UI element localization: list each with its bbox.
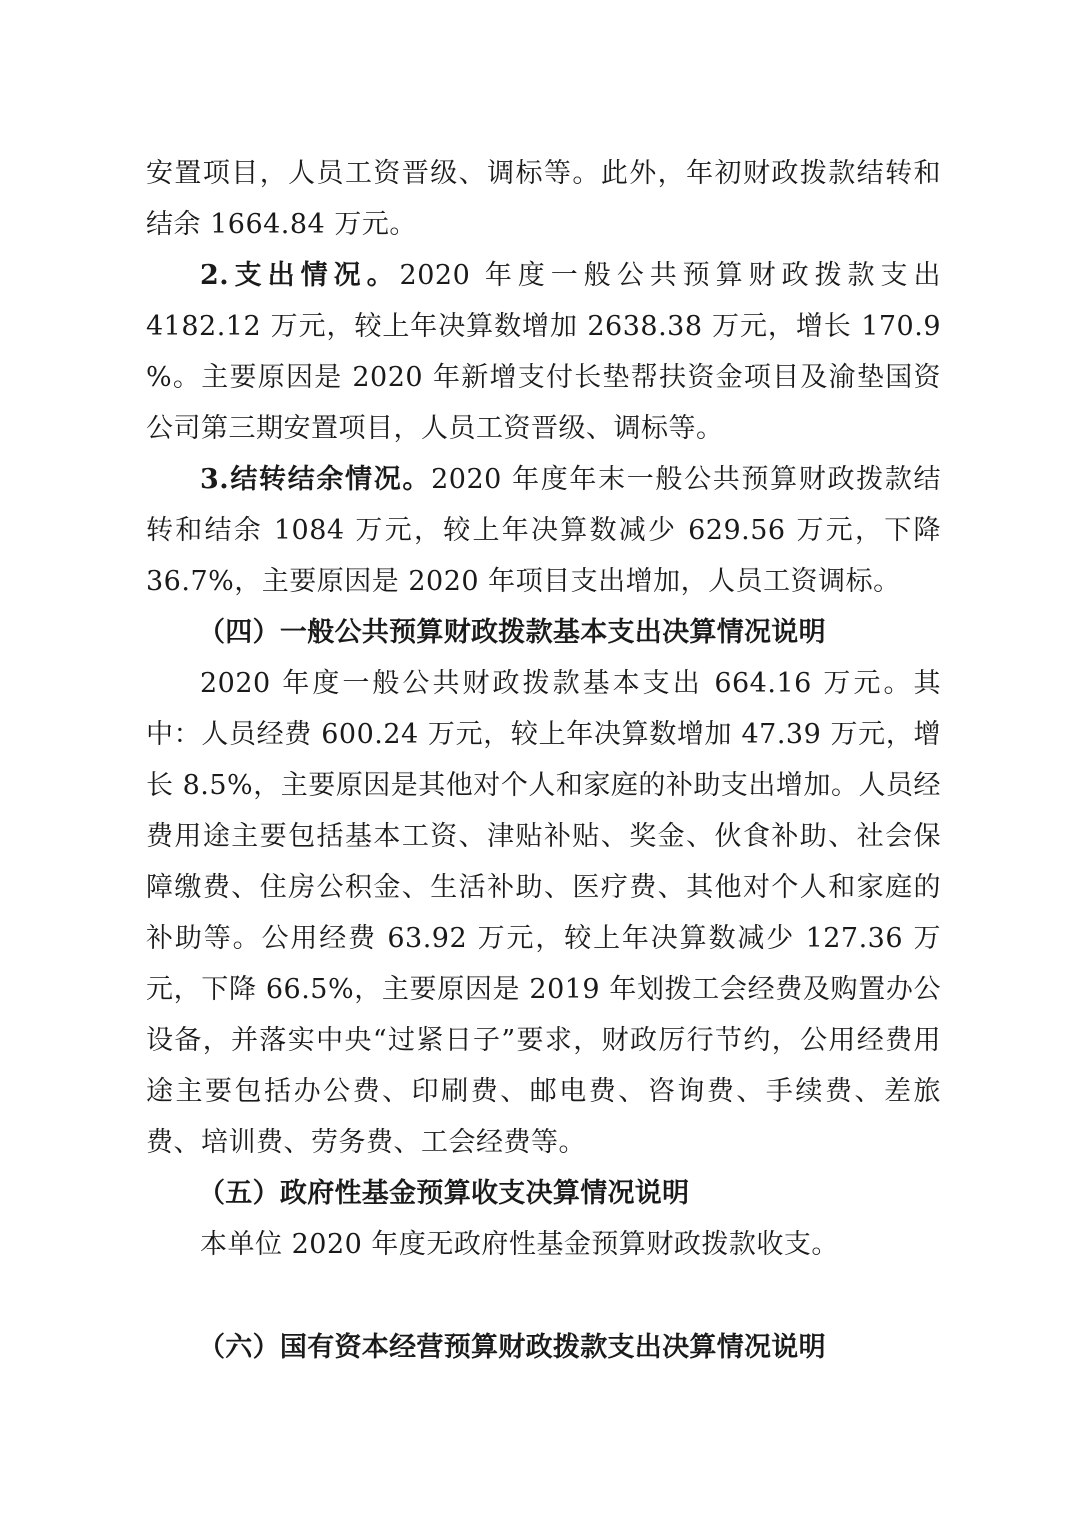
- paragraph-income-carryover: 安置项目，人员工资晋级、调标等。此外，年初财政拨款结转和结余 1664.84 万元。: [146, 158, 941, 240]
- section-heading-5: （五）政府性基金预算收支决算情况说明: [198, 1178, 690, 1209]
- paragraph-basic-expenditure: 2020 年度一般公共财政拨款基本支出 664.16 万元。其中：人员经费 600.24 万元，较上年决算数增加 47.39 万元，增长 8.5%，主要原因是其他对个人和家庭的补助支出增加。人员经费用途主要包括基本工资、津贴补贴、奖金、伙食补助、社会保障缴费、住房公积金、生活补助、医疗费、其他对个人和家庭的补助等。公用经费 63.92 万元，较上年决算数减少 127.36 万元，下降 66.5%，主要原因是 2019 年划拨工会经费及购置办公设备，并落实中央“过紧日子”要求，财政厉行节约，公用经费用途主要包括办公费、印刷费、邮电费、咨询费、手续费、差旅费、培训费、劳务费、工会经费等。: [146, 668, 941, 1158]
- paragraph-carryover-balance: [146, 454, 941, 607]
- carryover-lead: 3.结转结余情况。: [200, 464, 432, 495]
- section-heading-6: （六）国有资本经营预算财政拨款支出决算情况说明: [198, 1332, 826, 1363]
- section-heading-4: （四）一般公共预算财政拨款基本支出决算情况说明: [198, 617, 826, 648]
- section-gap: [146, 1270, 941, 1322]
- paragraph-expenditure: [146, 250, 941, 454]
- expenditure-text: 2020 年度一般公共预算财政拨款支出 4182.12 万元，较上年决算数增加 2638.38 万元，增长 170.9 %。主要原因是 2020 年新增支付长垫帮扶资金项目及渝垫国资公司第三期安置项目，人员工资晋级、调标等。: [146, 260, 942, 444]
- document-page: [146, 148, 941, 1373]
- carryover-text: 2020 年度年末一般公共预算财政拨款结转和结余 1084 万元，较上年决算数减少 629.56 万元，下降 36.7%，主要原因是 2020 年项目支出增加，人员工资调标。: [146, 464, 942, 597]
- paragraph-government-fund: 本单位 2020 年度无政府性基金预算财政拨款收支。: [200, 1229, 839, 1260]
- expenditure-lead: 2.支出情况。: [200, 260, 400, 291]
